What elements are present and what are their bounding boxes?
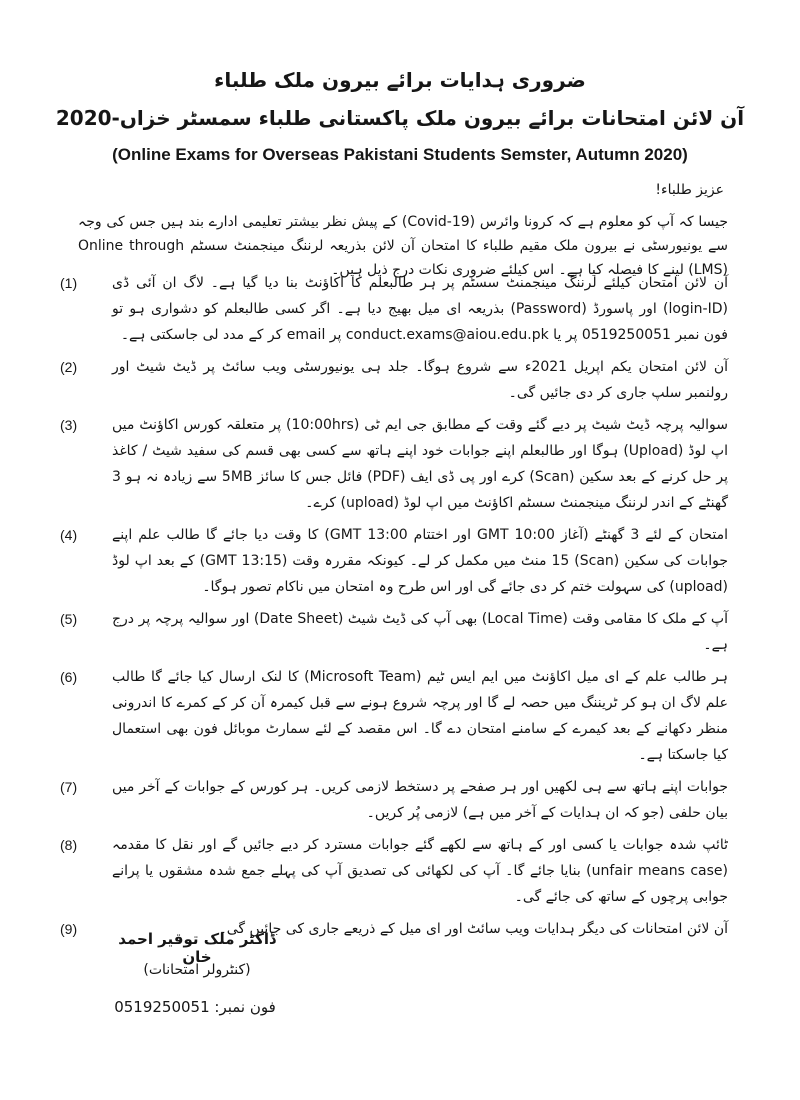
- item-text: آن لائن امتحانات کی دیگر ہدایات ویب سائٹ اور ای میل کے ذریعے جاری کی جائیں گی۔: [218, 921, 728, 937]
- instruction-list: [40, 270, 760, 948]
- item-text: آن لائن امتحان کیلئے لرننگ مینجمنٹ سسٹم پر ہر طالبعلم کا اکاؤنٹ بنا دیا گیا ہے۔ لاگ ان آئی ڈی (login-ID) اور پاسورڈ (Password) بذریعہ ای میل بھیج دیا ہے۔ اگر کسی طالبعلم کو دشواری ہو تو فون نمبر 0519250051 پر یا conduct.exams@aiou.edu.pk پر email کر کے مدد لی جاسکتی ہے۔: [112, 275, 728, 343]
- instruction-item: [40, 606, 760, 658]
- item-text: امتحان کے لئے 3 گھنٹے (آغاز 10:00 GMT اور اختتام 13:00 GMT) کا وقت دیا جائے گا طالب علم اپنے جوابات کی سکین (Scan) 15 منٹ میں مکمل کر لے۔ کیونکہ مقررہ وقت (13:15 GMT) کے بعد اپ لوڈ (upload) کی سہولت ختم کر دی جائے گی اور اس طرح وہ امتحان میں ناکام تصور ہوگا۔: [112, 527, 729, 595]
- item-number: (8): [60, 837, 78, 853]
- instruction-item: [40, 354, 760, 406]
- instruction-item: [40, 270, 760, 348]
- instruction-item: [40, 832, 760, 910]
- instruction-item: [40, 664, 760, 768]
- document-title: ضروری ہدایات برائے بیرون ملک طلباء: [214, 68, 586, 92]
- item-text: آپ کے ملک کا مقامی وقت (Local Time) بھی آپ کی ڈیٹ شیٹ (Date Sheet) اور سوالیہ پرچہ پر درج ہے۔: [112, 611, 728, 653]
- signatory-name: ڈاکٹر ملک توقیر احمد خان: [118, 930, 276, 966]
- english-title: (Online Exams for Overseas Pakistani Students Semster, Autumn 2020): [112, 145, 688, 164]
- item-number: (6): [60, 669, 78, 685]
- item-text: ٹائپ شدہ جوابات یا کسی اور کے ہاتھ سے لکھے گئے جوابات مسترد کر دیے جائیں گے اور نقل کا مقدمہ (unfair means case) بنایا جائے گا۔ آپ کی لکھائی کی تصدیق آپ کی پہلے جمع شدہ مشقوں یا پرانے جوابی پرچوں کے ساتھ کی جائے گی۔: [112, 837, 728, 905]
- instruction-item: [40, 774, 760, 826]
- item-number: (7): [60, 779, 78, 795]
- instruction-item: [40, 412, 760, 516]
- item-text: آن لائن امتحان یکم اپریل 2021ء سے شروع ہوگا۔ جلد ہی یونیورسٹی ویب سائٹ پر ڈیٹ شیٹ اور رولنمبر سلپ جاری کر دی جائیں گی۔: [112, 359, 728, 401]
- intro-paragraph: جیسا کہ آپ کو معلوم ہے کہ کرونا وائرس (Covid-19) کے پیش نظر بیشتر تعلیمی ادارے بند ہیں جس کی وجہ سے یونیورسٹی نے بیرون ملک مقیم طلباء کا امتحان آن لائن بذریعہ لرننگ مینجمنٹ سسٹم Online through (LMS) لینے کا فیصلہ کیا ہے۔ اس کیلئے ضروری نکات درج ذیل ہیں۔: [78, 214, 728, 278]
- item-text: ہر طالب علم کے ای میل اکاؤنٹ میں ایم ایس ٹیم (Microsoft Team) کا لنک ارسال کیا جائے گا طالب علم لاگ ان ہو کر ٹریننگ میں حصہ لے گا اور پرچہ شروع ہونے سے قبل کیمرہ آن کر کے کمرے کا اندرونی منظر دکھانے کے بعد کیمرے کے سامنے امتحان دے گا۔ اس مقصد کے لئے سمارٹ موبائل فون بھی استعمال کیا جاسکتا ہے۔: [112, 669, 728, 763]
- instruction-item: [40, 522, 760, 600]
- item-text: سوالیہ پرچہ ڈیٹ شیٹ پر دیے گئے وقت کے مطابق جی ایم ٹی (10:00hrs) پر متعلقہ کورس اکاؤنٹ میں اپ لوڈ (Upload) ہوگا اور طالبعلم اپنے جوابات خود اپنے ہاتھ سے کسی بھی قسم کی سفید شیٹ / کاغذ پر حل کرنے کے بعد سکین (Scan) کرے اور پی ڈی ایف (PDF) فائل جس کا سائز 5MB سے زیادہ نہ ہو 3 گھنٹے کے اندر لرننگ مینجمنٹ سسٹم اکاؤنٹ میں اپ لوڈ (upload) کرے۔: [112, 417, 728, 511]
- item-number: (1): [60, 275, 78, 291]
- item-number: (9): [60, 921, 78, 937]
- signatory-phone: فون نمبر: 0519250051: [114, 998, 276, 1016]
- salutation: عزیز طلباء!: [655, 182, 724, 198]
- item-number: (3): [60, 417, 78, 433]
- signatory-designation: (کنٹرولر امتحانات): [143, 962, 251, 978]
- document-subtitle: آن لائن امتحانات برائے بیرون ملک پاکستانی طلباء سمسٹر خزاں-2020: [55, 106, 745, 130]
- item-number: (4): [60, 527, 78, 543]
- item-number: (2): [60, 359, 78, 375]
- item-text: جوابات اپنے ہاتھ سے ہی لکھیں اور ہر صفحے پر دستخط لازمی کریں۔ ہر کورس کے جوابات کے آخر میں بیان حلفی (جو کہ ان ہدایات کے آخر میں ہے) لازمی پُر کریں۔: [112, 779, 728, 821]
- item-number: (5): [60, 611, 78, 627]
